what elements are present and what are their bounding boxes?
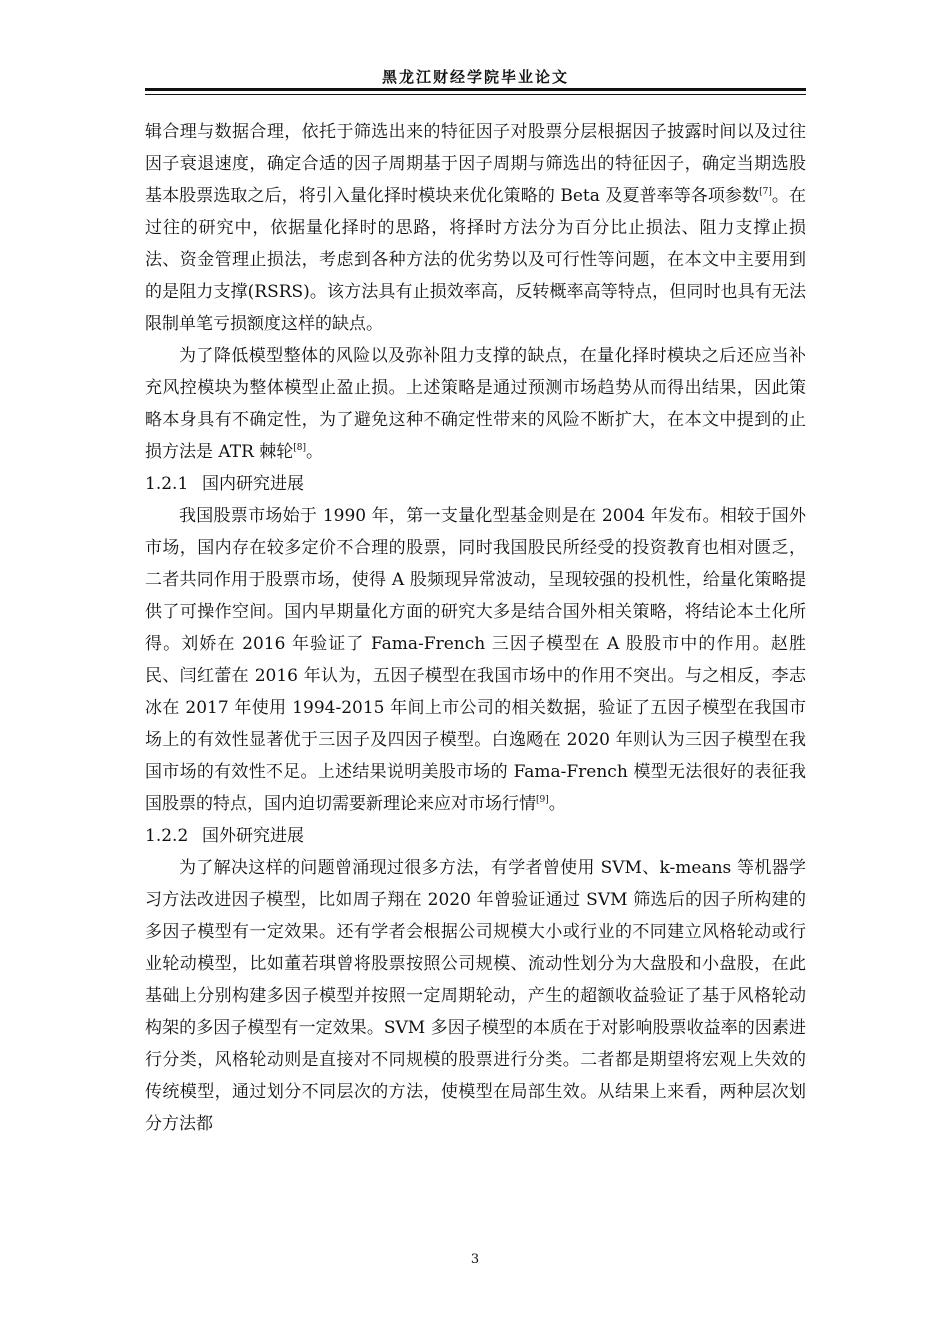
paragraph-text-tail: 。在过往的研究中，依据量化择时的思路，将择时方法分为百分比止损法、阻力支撑止损法、资金管理止损法，考虑到各种方法的优劣势以及可行性等问题，在本文中主要用到的是阻力支撑(RSRS)。该方法具有止损效率高，反转概率高等特点，但同时也具有无法限制单笔亏损额度这样的缺点。	[145, 186, 807, 334]
paragraph-text: 为了降低模型整体的风险以及弥补阻力支撑的缺点，在量化择时模块之后还应当补充风控模块为整体模型止盈止损。上述策略是通过预测市场趋势从而得出结果，因此策略本身具有不确定性，为了避免这种不确定性带来的风险不断扩大，在本文中提到的止损方法是 ATR 棘轮	[145, 346, 806, 462]
section-number: 1.2.2	[145, 826, 189, 846]
body-text	[145, 116, 806, 1140]
section-title: 国内研究进展	[202, 474, 304, 494]
paragraph-text: 我国股票市场始于 1990 年，第一支量化型基金则是在 2004 年发布。相较于国外市场，国内存在较多定价不合理的股票，同时我国股民所经受的投资教育也相对匮乏，二者共同作用于股票市场，使得 A 股频现异常波动，呈现较强的投机性，给量化策略提供了可操作空间。国内早期量化方面的研究大多是结合国外相关策略，将结论本土化所得。刘娇在 2016 年验证了 Fama-French 三因子模型在 A 股股市中的作用。赵胜民、闫红蕾在 2016 年认为，五因子模型在我国市场中的作用不突出。与之相反，李志冰在 2017 年使用 1994-2015 年间上市公司的相关数据，验证了五因子模型在我国市场上的有效性显著优于三因子及四因子模型。白逸飏在 2020 年则认为三因子模型在我国市场的有效性不足。上述结果说明美股市场的 Fama-French 模型无法很好的表征我国股票的特点，国内迫切需要新理论来应对市场行情	[145, 506, 806, 814]
header-rule-thick	[145, 88, 806, 91]
section-heading	[145, 820, 806, 852]
paragraph-text-tail: 。	[548, 794, 566, 814]
section-title: 国外研究进展	[202, 826, 304, 846]
paragraph-text-tail: 。	[306, 442, 324, 462]
paragraph	[145, 340, 806, 468]
page-number: 3	[470, 1252, 480, 1267]
section-heading	[145, 468, 806, 500]
citation-ref: [8]	[293, 443, 307, 453]
citation-ref: [9]	[536, 795, 549, 805]
paragraph	[145, 500, 806, 820]
running-header-title: 黑龙江财经学院毕业论文	[381, 68, 569, 86]
paragraph	[145, 116, 806, 340]
paragraph-text: 为了解决这样的问题曾涌现过很多方法，有学者曾使用 SVM、k-means 等机器学习方法改进因子模型，比如周子翔在 2020 年曾验证通过 SVM 筛选后的因子所构建的多因子模型有一定效果。还有学者会根据公司规模大小或行业的不同建立风格轮动或行业轮动模型，比如董若琪曾将股票按照公司规模、流动性划分为大盘股和小盘股，在此基础上分别构建多因子模型并按照一定周期轮动，产生的超额收益验证了基于风格轮动构架的多因子模型有一定效果。SVM 多因子模型的本质在于对影响股票收益率的因素进行分类，风格轮动则是直接对不同规模的股票进行分类。二者都是期望将宏观上失效的传统模型，通过划分不同层次的方法，使模型在局部生效。从结果上来看，两种层次划分方法都	[145, 858, 806, 1134]
header-rule-thin	[145, 94, 806, 95]
paragraph	[145, 852, 806, 1140]
citation-ref: [7]	[759, 187, 772, 197]
paragraph-text: 辑合理与数据合理，依托于筛选出来的特征因子对股票分层根据因子披露时间以及过往因子衰退速度，确定合适的因子周期基于因子周期与筛选出的特征因子，确定当期选股基本股票选取之后，将引入量化择时模块来优化策略的 Beta 及夏普率等各项参数	[145, 122, 806, 206]
section-number: 1.2.1	[145, 474, 189, 494]
